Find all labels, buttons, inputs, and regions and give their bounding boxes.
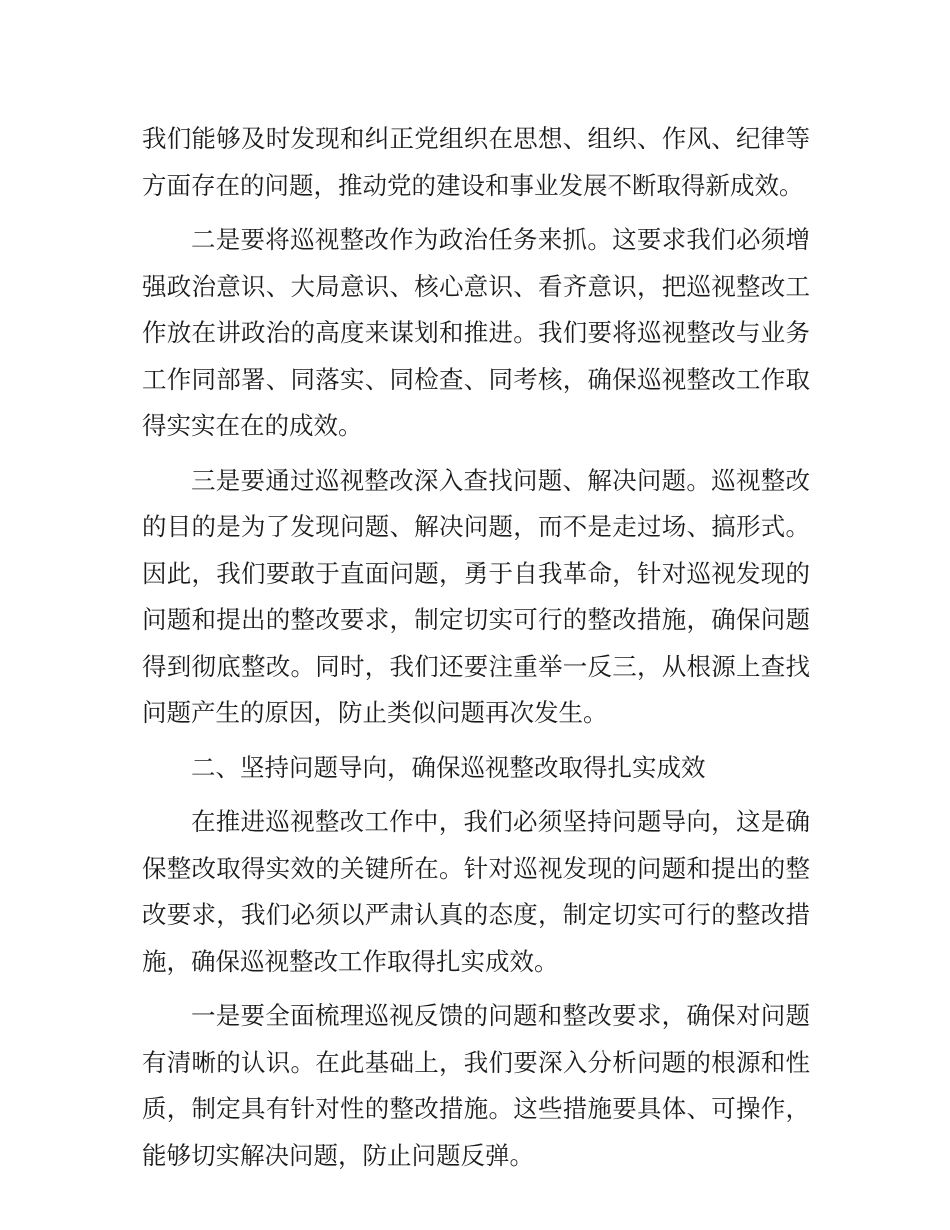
paragraph-section-intro: 在推进巡视整改工作中，我们必须坚持问题导向，这是确保整改取得实效的关键所在。针对巡视发现的问题和提出的整改要求，我们必须以严肃认真的态度，制定切实可行的整改措施，确保巡视整改工作取得扎实成效。: [142, 807, 810, 976]
paragraph-point-three: 三是要通过巡视整改深入查找问题、解决问题。巡视整改的目的是为了发现问题、解决问题，而不是走过场、搞形式。因此，我们要敢于直面问题，勇于自我革命，针对巡视发现的问题和提出的整改要求，制定切实可行的整改措施，确保问题得到彻底整改。同时，我们还要注重举一反三，从根源上查找问题产生的原因，防止类似问题再次发生。: [142, 465, 810, 727]
section-heading: 二、坚持问题导向，确保巡视整改取得扎实成效: [191, 752, 706, 782]
document-page: [142, 116, 810, 1187]
paragraph-point-two: 二是要将巡视整改作为政治任务来抓。这要求我们必须增强政治意识、大局意识、核心意识、看齐意识，把巡视整改工作放在讲政治的高度来谋划和推进。我们要将巡视整改与业务工作同部署、同落实、同检查、同考核，确保巡视整改工作取得实实在在的成效。: [142, 225, 810, 440]
paragraph-point-one: 一是要全面梳理巡视反馈的问题和整改要求，确保对问题有清晰的认识。在此基础上，我们要深入分析问题的根源和性质，制定具有针对性的整改措施。这些措施要具体、可操作，能够切实解决问题，防止问题反弹。: [142, 1001, 810, 1170]
paragraph-continued: 我们能够及时发现和纠正党组织在思想、组织、作风、纪律等方面存在的问题，推动党的建设和事业发展不断取得新成效。: [142, 124, 810, 200]
